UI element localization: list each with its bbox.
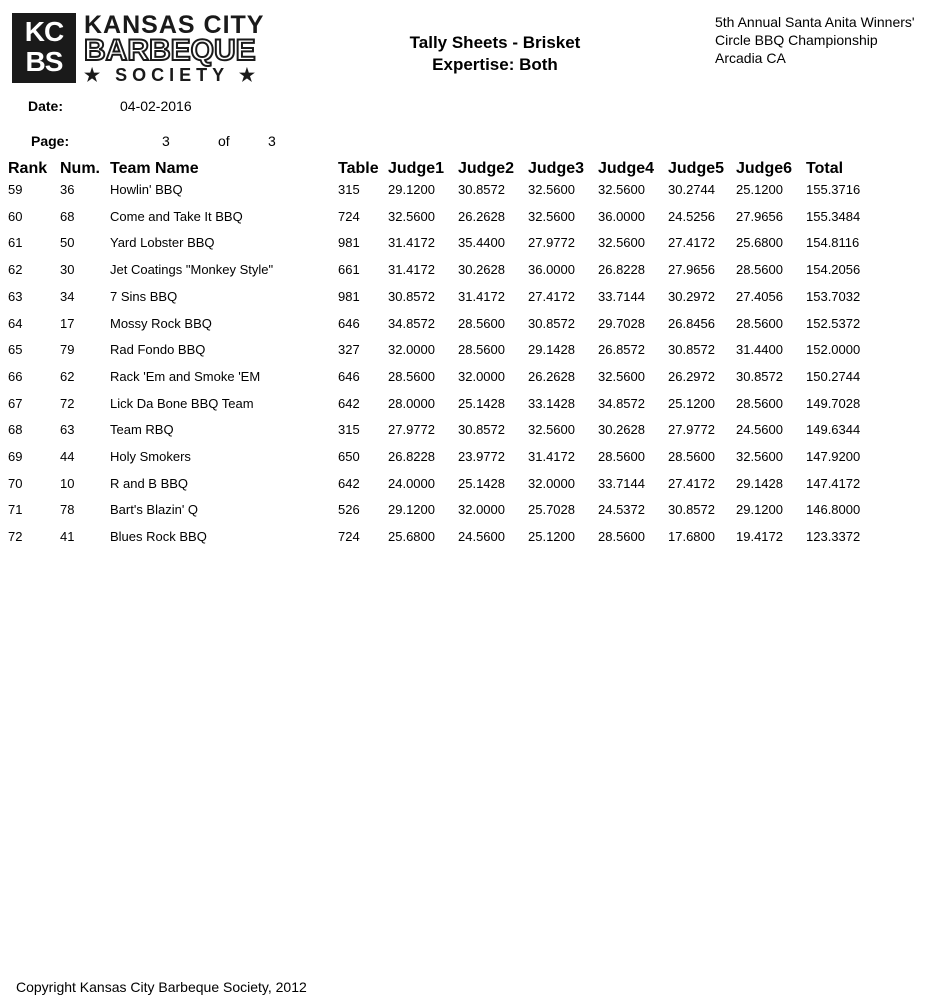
- judge3-score: 32.5600: [528, 422, 575, 438]
- judge6-score: 29.1200: [736, 502, 783, 518]
- team-name-cell: 7 Sins BBQ: [110, 288, 178, 304]
- judge4-score: 28.5600: [598, 449, 645, 464]
- table-row: [0, 369, 950, 395]
- judge3-score: 31.4172: [528, 449, 575, 464]
- table-row: [0, 396, 950, 422]
- judge3-score: 32.5600: [528, 182, 575, 197]
- num-cell: 41: [60, 529, 75, 545]
- table-cell: 526: [338, 502, 360, 518]
- judge6-score: 25.1200: [736, 182, 783, 197]
- header-total: Total: [806, 160, 844, 177]
- table-row: [0, 182, 950, 208]
- rank-cell: 65: [8, 342, 23, 358]
- judge5-score: 30.8572: [668, 502, 715, 518]
- judge3-score: 25.1200: [528, 529, 575, 545]
- table-row: [0, 476, 950, 502]
- header-judge6: Judge6: [736, 160, 793, 177]
- total-score: 146.8000: [806, 502, 861, 518]
- total-score: 149.6344: [806, 422, 861, 438]
- header-judge5: Judge5: [668, 160, 725, 177]
- judge4-score: 32.5600: [598, 368, 645, 384]
- table-cell: 642: [338, 475, 360, 491]
- judge3-score: 33.1428: [528, 395, 575, 411]
- table-cell: 650: [338, 449, 360, 464]
- table-row: [0, 209, 950, 235]
- rank-cell: 71: [8, 502, 23, 518]
- judge4-score: 33.7144: [598, 288, 645, 304]
- total-score: 154.8116: [806, 235, 860, 251]
- team-name-cell: Rack 'Em and Smoke 'EM: [110, 368, 261, 384]
- judge5-score: 25.1200: [668, 395, 715, 411]
- table-row: [0, 502, 950, 528]
- judge2-score: 28.5600: [458, 315, 505, 331]
- team-name-cell: Team RBQ: [110, 422, 174, 438]
- table-row: [0, 262, 950, 288]
- judge5-score: 26.2972: [668, 368, 715, 384]
- judge1-score: 28.5600: [388, 368, 435, 384]
- table-cell: 642: [338, 395, 360, 411]
- judge5-score: 28.5600: [668, 449, 715, 464]
- team-name-cell: Yard Lobster BBQ: [110, 235, 215, 251]
- judge5-score: 30.2972: [668, 288, 715, 304]
- table-cell: 724: [338, 529, 360, 545]
- judge4-score: 24.5372: [598, 502, 645, 518]
- team-name-cell: Rad Fondo BBQ: [110, 342, 206, 358]
- event-name-line1: 5th Annual Santa Anita Winners': [715, 14, 915, 30]
- judge2-score: 30.2628: [458, 262, 505, 278]
- judge2-score: 26.2628: [458, 208, 505, 224]
- table-cell: 646: [338, 315, 360, 331]
- judge1-score: 32.5600: [388, 208, 435, 224]
- judge3-score: 32.5600: [528, 208, 575, 224]
- judge3-score: 27.9772: [528, 235, 575, 251]
- total-score: 150.2744: [806, 368, 861, 384]
- judge4-score: 32.5600: [598, 235, 645, 251]
- judge2-score: 25.1428: [458, 395, 505, 411]
- rank-cell: 68: [8, 422, 23, 438]
- judge3-score: 27.4172: [528, 288, 575, 304]
- judge1-score: 31.4172: [388, 235, 435, 251]
- judge6-score: 25.6800: [736, 235, 783, 251]
- judge3-score: 36.0000: [528, 262, 575, 278]
- judge3-score: 32.0000: [528, 475, 575, 491]
- judge1-score: 34.8572: [388, 315, 435, 331]
- total-score: 152.5372: [806, 315, 861, 331]
- kcbs-logo-mark: [12, 13, 76, 83]
- total-score: 149.7028: [806, 395, 861, 411]
- team-name-cell: Lick Da Bone BBQ Team: [110, 395, 254, 411]
- judge5-score: 30.8572: [668, 342, 715, 358]
- table-row: [0, 449, 950, 475]
- num-cell: 34: [60, 288, 75, 304]
- judge1-score: 27.9772: [388, 422, 435, 438]
- judge6-score: 29.1428: [736, 475, 783, 491]
- table-row: [0, 529, 950, 555]
- total-score: 155.3484: [806, 208, 861, 224]
- judge2-score: 30.8572: [458, 182, 505, 197]
- rank-cell: 70: [8, 475, 23, 491]
- judge3-score: 25.7028: [528, 502, 575, 518]
- judge1-score: 29.1200: [388, 502, 435, 518]
- total-score: 155.3716: [806, 182, 861, 197]
- judge5-score: 26.8456: [668, 315, 715, 331]
- judge5-score: 27.4172: [668, 475, 715, 491]
- copyright-footer: Copyright Kansas City Barbeque Society, 2012: [16, 979, 307, 995]
- judge6-score: 19.4172: [736, 529, 783, 545]
- rank-cell: 61: [8, 235, 23, 251]
- logo-mark-bottom: BS: [25, 46, 63, 77]
- judge5-score: 27.9656: [668, 262, 715, 278]
- judge6-score: 31.4400: [736, 342, 783, 358]
- num-cell: 78: [60, 502, 75, 518]
- num-cell: 17: [60, 315, 75, 331]
- header-judge4: Judge4: [598, 160, 655, 177]
- table-cell: 315: [338, 422, 360, 438]
- team-name-cell: Mossy Rock BBQ: [110, 315, 212, 331]
- judge1-score: 32.0000: [388, 342, 435, 358]
- total-score: 153.7032: [806, 288, 861, 304]
- date-label: Date:: [28, 98, 64, 114]
- judge1-score: 25.6800: [388, 529, 435, 545]
- table-cell: 646: [338, 368, 360, 384]
- num-cell: 63: [60, 422, 75, 438]
- header-num: Num.: [60, 160, 100, 177]
- judge6-score: 27.4056: [736, 288, 783, 304]
- num-cell: 44: [60, 449, 75, 464]
- judge5-score: 17.6800: [668, 529, 715, 545]
- total-score: 154.2056: [806, 262, 861, 278]
- page-label: Page:: [31, 133, 70, 149]
- page-current: 3: [162, 133, 170, 149]
- header-table: Table: [338, 160, 379, 177]
- judge6-score: 28.5600: [736, 315, 783, 331]
- team-name-cell: Holy Smokers: [110, 449, 191, 464]
- judge1-score: 30.8572: [388, 288, 435, 304]
- judge3-score: 29.1428: [528, 342, 575, 358]
- team-name-cell: R and B BBQ: [110, 475, 189, 491]
- judge1-score: 31.4172: [388, 262, 435, 278]
- num-cell: 36: [60, 182, 75, 197]
- rank-cell: 60: [8, 208, 23, 224]
- table-row: [0, 289, 950, 315]
- rank-cell: 72: [8, 529, 23, 545]
- logo-wordmark: [84, 13, 264, 85]
- judge2-score: 25.1428: [458, 475, 505, 491]
- rank-cell: 66: [8, 368, 23, 384]
- table-cell: 661: [338, 262, 360, 278]
- header-judge1: Judge1: [388, 160, 445, 177]
- event-location: Arcadia CA: [715, 50, 786, 66]
- num-cell: 10: [60, 475, 75, 491]
- table-cell: 981: [338, 288, 360, 304]
- logo-line-barbeque: BARBEQUE: [84, 34, 256, 67]
- rank-cell: 63: [8, 288, 23, 304]
- team-name-cell: Blues Rock BBQ: [110, 529, 207, 545]
- judge1-score: 28.0000: [388, 395, 435, 411]
- judge3-score: 30.8572: [528, 315, 575, 331]
- page-total: 3: [268, 133, 276, 149]
- judge2-score: 23.9772: [458, 449, 505, 464]
- header-team-name: Team Name: [110, 160, 199, 177]
- judge2-score: 32.0000: [458, 502, 505, 518]
- judge6-score: 28.5600: [736, 262, 783, 278]
- logo-line-society: ★ SOCIETY ★: [84, 65, 260, 85]
- judge6-score: 27.9656: [736, 208, 783, 224]
- judge4-score: 26.8572: [598, 342, 645, 358]
- judge6-score: 24.5600: [736, 422, 783, 438]
- team-name-cell: Bart's Blazin' Q: [110, 502, 199, 518]
- table-cell: 327: [338, 342, 360, 358]
- judge5-score: 30.2744: [668, 182, 715, 197]
- logo-line-kansas-city: KANSAS CITY: [84, 11, 265, 39]
- rank-cell: 69: [8, 449, 23, 464]
- event-name-line2: Circle BBQ Championship: [715, 32, 878, 48]
- table-cell: 315: [338, 182, 360, 197]
- total-score: 147.4172: [806, 475, 861, 491]
- header-judge3: Judge3: [528, 160, 585, 177]
- table-row: [0, 422, 950, 448]
- judge4-score: 30.2628: [598, 422, 645, 438]
- header-rank: Rank: [8, 160, 48, 177]
- header-judge2: Judge2: [458, 160, 515, 177]
- judge4-score: 29.7028: [598, 315, 645, 331]
- judge6-score: 30.8572: [736, 368, 783, 384]
- judge2-score: 24.5600: [458, 529, 505, 545]
- judge2-score: 30.8572: [458, 422, 505, 438]
- event-info: [715, 13, 950, 67]
- table-row: [0, 316, 950, 342]
- team-name-cell: Howlin' BBQ: [110, 182, 183, 197]
- total-score: 147.9200: [806, 449, 861, 464]
- table-cell: 724: [338, 208, 360, 224]
- rank-cell: 67: [8, 395, 23, 411]
- num-cell: 68: [60, 208, 75, 224]
- judge2-score: 32.0000: [458, 368, 505, 384]
- table-cell: 981: [338, 235, 360, 251]
- judge4-score: 33.7144: [598, 475, 645, 491]
- page-of: of: [218, 133, 230, 149]
- judge5-score: 27.9772: [668, 422, 715, 438]
- judge1-score: 29.1200: [388, 182, 435, 197]
- judge1-score: 24.0000: [388, 475, 435, 491]
- rank-cell: 64: [8, 315, 23, 331]
- judge2-score: 31.4172: [458, 288, 505, 304]
- total-score: 123.3372: [806, 529, 861, 545]
- report-title-line1: Tally Sheets - Brisket: [409, 33, 581, 52]
- judge2-score: 28.5600: [458, 342, 505, 358]
- rank-cell: 62: [8, 262, 23, 278]
- judge1-score: 26.8228: [388, 449, 435, 464]
- kcbs-logo: [12, 13, 278, 85]
- judge3-score: 26.2628: [528, 368, 575, 384]
- logo-mark-top: KC: [24, 16, 64, 47]
- table-row: [0, 235, 950, 261]
- judge5-score: 24.5256: [668, 208, 715, 224]
- team-name-cell: Jet Coatings "Monkey Style": [110, 262, 274, 278]
- judge4-score: 28.5600: [598, 529, 645, 545]
- rank-cell: 59: [8, 182, 23, 197]
- num-cell: 30: [60, 262, 75, 278]
- judge4-score: 32.5600: [598, 182, 645, 197]
- judge6-score: 32.5600: [736, 449, 783, 464]
- num-cell: 50: [60, 235, 75, 251]
- num-cell: 79: [60, 342, 75, 358]
- table-row: [0, 342, 950, 368]
- report-title-line2: Expertise: Both: [432, 55, 558, 74]
- judge6-score: 28.5600: [736, 395, 783, 411]
- judge5-score: 27.4172: [668, 235, 715, 251]
- num-cell: 72: [60, 395, 75, 411]
- date-value: 04-02-2016: [120, 98, 192, 114]
- num-cell: 62: [60, 368, 75, 384]
- judge4-score: 34.8572: [598, 395, 645, 411]
- total-score: 152.0000: [806, 342, 861, 358]
- judge4-score: 26.8228: [598, 262, 645, 278]
- team-name-cell: Come and Take It BBQ: [110, 208, 243, 224]
- judge2-score: 35.4400: [458, 235, 505, 251]
- judge4-score: 36.0000: [598, 208, 645, 224]
- report-title: [330, 32, 660, 76]
